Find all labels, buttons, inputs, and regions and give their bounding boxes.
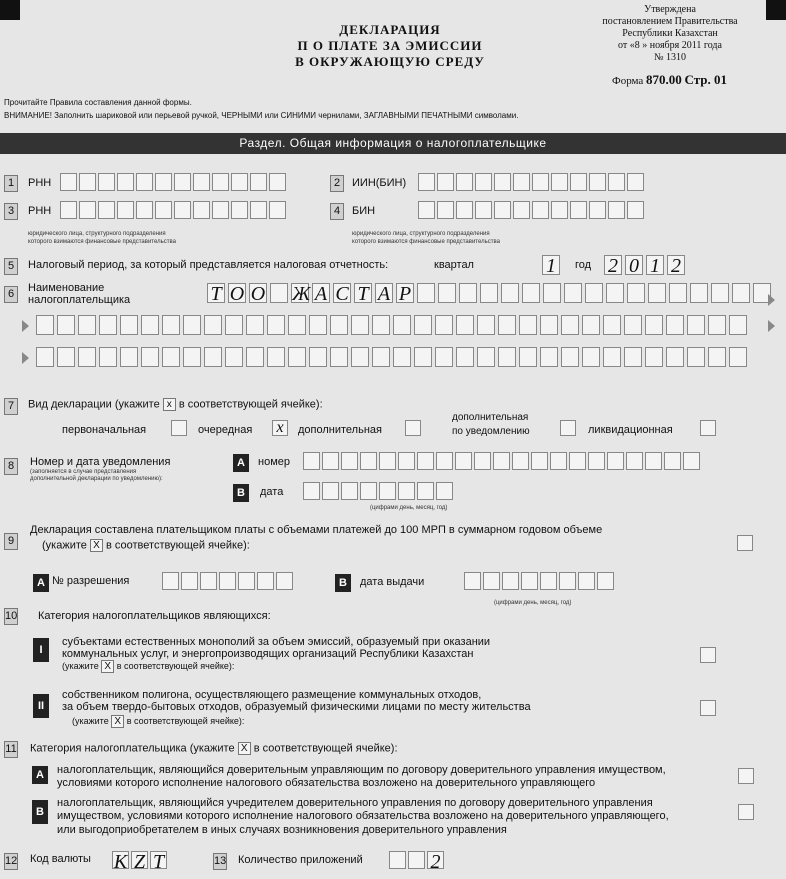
bin-label: БИН [352,205,376,217]
rnn-input-1[interactable] [60,173,288,191]
title-line-3: В ОКРУЖАЮЩУЮ СРЕДУ [295,54,485,69]
bin-note-2: которого взимаются финансовые представительства [352,239,500,245]
trust-category-label-text: Категория налогоплательщика (укажите [30,742,235,755]
category-i-checkbox[interactable] [700,647,716,663]
trust-a-line-1: налогоплательщик, являющийся доверительным управляющим по договору доверительного управления имуществом, [57,764,666,776]
declaration-type-label-end: в соответствующей ячейке): [178,398,323,411]
field-number-10: 10 [4,608,18,625]
instruction-line: Прочитайте Правила составления данной формы. [4,98,192,107]
trust-category-label-end: в соответствующей ячейке): [253,742,398,755]
notice-number-input[interactable] [303,452,702,470]
registration-mark-top-right [766,0,786,20]
badge-a: A [33,574,49,592]
bin-note-1: юридического лица, структурного подразделения [352,231,490,237]
category-i-sub-text: (укажите [62,661,99,671]
field-number-4: 4 [330,203,344,220]
field-number-7: 7 [4,398,18,415]
issue-date-hint: (цифрами день, месяц, год) [494,600,572,606]
permit-number-input[interactable] [162,572,295,590]
liquidation-checkbox[interactable] [700,420,716,436]
attachments-label: Количество приложений [238,854,363,866]
opt-regular-label: очередная [198,424,253,436]
section-header: Раздел. Общая информация о налогоплательщике [0,133,786,154]
title-line-1: ДЕКЛАРАЦИЯ [339,22,441,37]
category-ii-line-1: собственником полигона, осуществляющего размещение коммунальных отходов, [62,689,482,701]
trust-b-line-3: или выгодоприобретателем в иных случаях возникновения доверительного управления [57,824,507,836]
field-number-2: 2 [330,175,344,192]
small-payer-sub-text: (укажите [42,539,87,552]
small-payer-label: Декларация составлена плательщиком платы с объемами платежей до 100 МРП в суммарном годовом объеме [30,524,603,536]
rnn-note-1: юридического лица, структурного подразделения [28,231,166,237]
bin-input[interactable] [418,201,646,219]
category-i-sub-end: в соответствующей ячейке): [116,661,235,671]
trust-a-line-2: условиями которого исполнение налогового обязательства возложено на доверительного управляющего [57,777,596,789]
badge-b: B [32,800,48,824]
form-title [270,22,510,70]
category-label: Категория налогоплательщиков являющихся: [38,610,271,622]
category-ii-sub-text: (укажите [72,716,109,726]
notice-date-hint: (цифрами день, месяц, год) [370,505,448,511]
x-sample: x [163,398,176,411]
category-ii-line-2: за объем твердо-бытовых отходов, образуемый физическими лицами по месту жительства [62,701,531,713]
trust-b-line-1: налогоплательщик, являющийся учредителем доверительного управления по договору доверительного управления [57,797,653,809]
small-payer-sub-end: в соответствующей ячейке): [106,539,250,552]
field-number-6: 6 [4,286,18,303]
quarter-label: квартал [434,259,474,271]
opt-notified-label-1: дополнительная [452,412,529,423]
badge-a: A [32,766,48,784]
small-payer-sub [42,539,250,552]
notice-sub-2: дополнительной декларации по уведомлению): [30,476,163,482]
badge-a: A [233,454,249,472]
taxpayer-name-row-1[interactable]: Т О О Ж А С Т А Р [207,283,774,303]
badge-ii: II [33,694,49,718]
field-number-12: 12 [4,853,18,870]
approval-line-2: постановлением Правительства [602,16,738,27]
title-line-2: П О ПЛАТЕ ЗА ЭМИССИИ [297,38,483,53]
trust-b-line-2: имуществом, условиями которого исполнение налогового обязательства возложено на доверительного управляющего, [57,810,669,822]
tax-period-label: Налоговый период, за который представляется налоговая отчетность: [28,259,389,271]
notified-checkbox[interactable] [560,420,576,436]
approval-note [590,4,750,64]
form-number [612,72,727,88]
iin-bin-label: ИИН(БИН) [352,177,407,189]
trust-a-checkbox[interactable] [738,768,754,784]
declaration-type-label-text: Вид декларации (укажите [28,398,160,411]
field-number-9: 9 [4,533,18,550]
trust-b-checkbox[interactable] [738,804,754,820]
field-number-13: 13 [213,853,227,870]
currency-input[interactable]: K Z T [112,851,169,869]
attachments-input[interactable]: 2 [389,851,446,869]
approval-line-5: № 1310 [653,52,687,63]
x-sample: X [101,660,114,673]
notice-date-input[interactable] [303,482,455,500]
taxpayer-name-row-3[interactable] [36,347,750,367]
notice-sub-1: (заполняется в случае представления [30,469,137,475]
taxpayer-name-row-2[interactable] [36,315,750,335]
year-input[interactable]: 2 0 1 2 [604,255,688,275]
name-label-1: Наименование [28,282,105,294]
field-number-11: 11 [4,741,18,758]
field-number-5: 5 [4,258,18,275]
currency-label: Код валюты [30,853,91,865]
form-prefix: Форма [612,75,644,87]
notice-date-label: дата [260,486,284,498]
category-ii-sub [72,715,244,728]
continue-arrow-icon [22,352,29,364]
notice-label: Номер и дата уведомления [30,456,171,468]
iin-bin-input[interactable] [418,173,646,191]
badge-i: I [33,638,49,662]
category-i-line-1: субъектами естественных монополий за объем эмиссий, образуемый при оказании [62,636,491,648]
registration-mark-top-left [0,0,20,20]
notice-number-label: номер [258,456,290,468]
approval-line-3: Республики Казахстан [622,28,718,39]
x-sample: X [238,742,251,755]
page-number: Стр. 01 [684,72,728,87]
warning-line: ВНИМАНИЕ! Заполнить шариковой или перьевой ручкой, ЧЕРНЫМИ или СИНИМИ чернилами, ЗАГЛАВНЫМИ ПЕЧАТНЫМИ символами. [4,111,519,120]
opt-initial-label: первоначальная [62,424,147,436]
continue-arrow-icon [768,294,775,306]
field-number-1: 1 [4,175,18,192]
rnn-label-2: РНН [28,205,52,217]
opt-liquidation-label: ликвидационная [588,424,673,436]
field-number-3: 3 [4,203,18,220]
rnn-label: РНН [28,177,52,189]
rnn-note-2: которого взимаются финансовые представительства [28,239,176,245]
continue-arrow-icon [22,320,29,332]
badge-b: B [335,574,351,592]
issue-date-label: дата выдачи [360,576,425,588]
small-payer-checkbox[interactable] [737,535,753,551]
category-ii-checkbox[interactable] [700,700,716,716]
approval-line-4: от «8 » ноября 2011 года [618,40,722,51]
rnn-input-2[interactable] [60,201,288,219]
regular-checkbox[interactable]: x [272,420,288,436]
approval-line-1: Утверждена [644,4,696,15]
year-label: год [575,259,592,271]
form-no: 870.00 [646,72,682,87]
category-i-sub [62,660,234,673]
permit-number-label: № разрешения [52,575,130,587]
opt-additional-label: дополнительная [298,424,382,436]
opt-notified-label-2: по уведомлению [452,426,530,437]
x-sample: X [90,539,103,552]
name-label-2: налогоплательщика [28,294,131,306]
field-number-8: 8 [4,458,18,475]
category-i-line-2: коммунальных услуг, и энергопроизводящих организаций Республики Казахстан [62,648,474,660]
quarter-input[interactable]: 1 [542,255,563,275]
additional-checkbox[interactable] [405,420,421,436]
initial-checkbox[interactable] [171,420,187,436]
issue-date-input[interactable] [464,572,616,590]
declaration-type-label [28,398,323,411]
x-sample: X [111,715,124,728]
continue-arrow-icon [768,320,775,332]
trust-category-label [30,742,398,755]
category-ii-sub-end: в соответствующей ячейке): [126,716,245,726]
badge-b: B [233,484,249,502]
